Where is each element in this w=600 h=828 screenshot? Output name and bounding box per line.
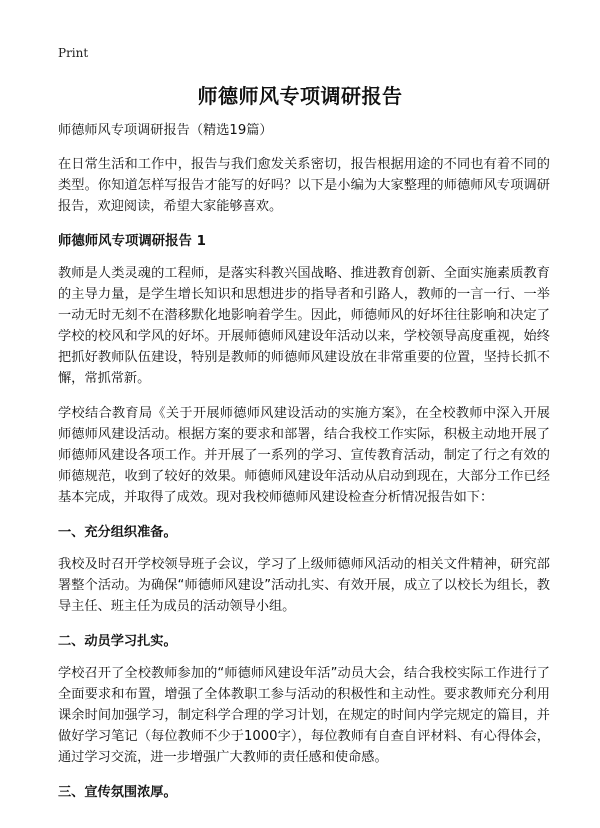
article-body xyxy=(58,120,550,814)
item-text-2: 学校召开了全校教师参加的“师德师风建设年活”动员大会，结合我校实际工作进行了全面要求和布置，增强了全体教职工参与活动的积极性和主动性。要求教师充分利用课余时间加强学习，制定科学合理的学习计划，在规定的时间内学完规定的篇目，并做好学习笔记（每位教师不少于1000字），每位教师有自查自评材料、有心得体会，通过学习交流，进一步增强广大教师的责任感和使命感。 xyxy=(58,666,550,765)
section-paragraph-1: 教师是人类灵魂的工程师，是落实科教兴国战略、推进教育创新、全面实施素质教育的主导力量，是学生增长知识和思想进步的指导者和引路人，教师的一言一行、一举一动无时无刻不在潜移默化地影响着学生。因此，师德师风的好坏往往影响和决定了学校的校风和学风的好坏。开展师德师风建设年活动以来，学校领导高度重视，始终把抓好教师队伍建设，特别是教师的师德师风建设放在非常重要的位置，坚持长抓不懈，常抓常新。 xyxy=(58,266,550,386)
item-heading-2: 二、动员学习扎实。 xyxy=(58,634,177,649)
item-text-1: 我校及时召开学校领导班子会议，学习了上级师德师风活动的相关文件精神，研究部署整个活动。为确保“师德师风建设”活动扎实、有效开展，成立了以校长为组长，教导主任、班主任为成员的活动领导小组。 xyxy=(58,557,550,614)
item-heading-1: 一、充分组织准备。 xyxy=(58,525,177,540)
section-title: 师德师风专项调研报告 1 xyxy=(58,234,206,249)
print-link[interactable]: Print xyxy=(58,46,89,60)
page-title: 师德师风专项调研报告 xyxy=(197,84,403,108)
section-paragraph-2: 学校结合教育局《关于开展师德师风建设活动的实施方案》，在全校教师中深入开展师德师风建设活动。根据方案的要求和部署，结合我校工作实际，积极主动地开展了师德师风建设各项工作。并开展了一系列的学习、宣传教育活动，制定了行之有效的师德规范，收到了较好的效果。师德师风建设年活动从启动到现在，大部分工作已经基本完成，并取得了成效。现对我校师德师风建设检查分析情况报告如下： xyxy=(58,406,550,505)
article-subtitle: 师德师风专项调研报告（精选19篇） xyxy=(58,123,273,138)
item-heading-3: 三、宣传氛围浓厚。 xyxy=(58,785,177,800)
intro-paragraph: 在日常生活和工作中，报告与我们愈发关系密切，报告根据用途的不同也有着不同的类型。你知道怎样写报告才能写的好吗？以下是小编为大家整理的师德师风专项调研报告，欢迎阅读，希望大家能够喜欢。 xyxy=(58,157,550,214)
